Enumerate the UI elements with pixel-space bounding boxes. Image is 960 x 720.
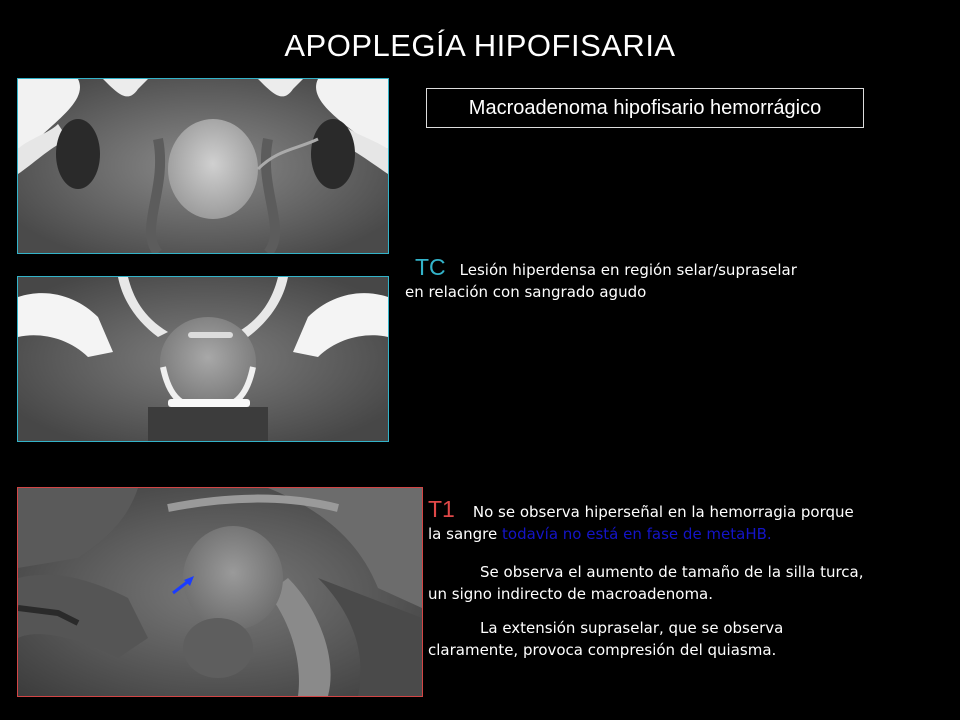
ct-axial-image bbox=[17, 78, 389, 254]
tc-description bbox=[405, 256, 865, 303]
t1-para3-line1: La extensión supraselar, que se observa bbox=[480, 619, 784, 637]
page-title: APOPLEGÍA HIPOFISARIA bbox=[284, 28, 676, 63]
t1-line1: No se observa hiperseñal en la hemorragia porque bbox=[472, 503, 854, 521]
t1-label: T1 bbox=[428, 496, 455, 522]
t1-line2-highlight: todavía no está en fase de metaHB. bbox=[502, 525, 772, 543]
t1-line2-prefix: la sangre bbox=[428, 525, 498, 543]
tc-line1: Lesión hiperdensa en región selar/supraselar bbox=[459, 261, 797, 279]
t1-para3-line2: claramente, provoca compresión del quiasma. bbox=[428, 641, 777, 659]
subtitle-text: Macroadenoma hipofisario hemorrágico bbox=[468, 96, 822, 119]
tc-label: TC bbox=[415, 254, 446, 280]
t1-paragraph-3 bbox=[428, 617, 908, 661]
ct-coronal-image bbox=[17, 276, 389, 442]
t1-paragraph-2 bbox=[428, 561, 908, 605]
t1-para2-line1: Se observa el aumento de tamaño de la silla turca, bbox=[480, 563, 864, 581]
subtitle-box bbox=[426, 88, 864, 128]
t1-para2-line2: un signo indirecto de macroadenoma. bbox=[428, 585, 714, 603]
t1-description bbox=[428, 498, 918, 545]
mri-t1-image bbox=[17, 487, 423, 697]
tc-line2: en relación con sangrado agudo bbox=[405, 283, 647, 301]
